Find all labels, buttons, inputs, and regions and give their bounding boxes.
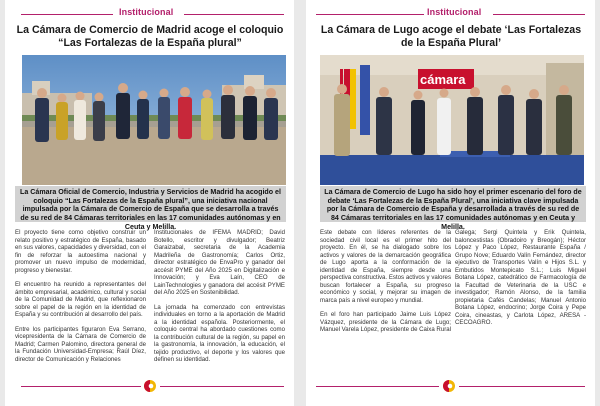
footer-rule-left: [316, 386, 439, 387]
paragraph: Entre los participantes figuraron Eva Serrano, vicepresidenta de la Cámara de Comercio de Madrid; Carmen Palomino, directora general de la Fundación Universidad-Empresa; Raúl Díez, director de Comunicación y Relaciones: [15, 325, 146, 363]
footer-rule-right: [160, 386, 284, 387]
paragraph: Este debate con líderes referentes de la sociedad civil local es el primer hito del proyecto. En él, se ha dialogado sobre los activos y valores de la demarcación geográfica de Lugo aporta a la conformación de la identidad de España, siempre desde una perspectiva constructiva. Estos activos y valores buscan fortalecer a España, su progreso económico y social, y mejorar su imagen de marca país a nivel europeo y mundial.: [320, 229, 451, 304]
footer-rule-left: [21, 386, 141, 387]
body-column-1: [320, 229, 451, 341]
article-title: La Cámara de Comercio de Madrid acoge el coloquio “Las Fortalezas de la España plural”: [16, 24, 284, 49]
paragraph: La jornada ha comenzado con entrevistas individuales en torno a la aportación de Madrid a la identidad española. Posteriormente, el coloquio central ha abordado cuestiones como la contribución cultural de la región, su papel en la gastronomía, la innovación, la educación, el tejido productivo, el deporte y los valores que definen su identidad.: [154, 303, 285, 363]
header-rule-left: [316, 14, 424, 15]
paragraph: Galega; Sergi Quintela y Erik Quintela, baloncestistas (Obradoiro y Breogán); Héctor López y Paco López, Restaurante España / Grupo Nove; Eduardo Valín Fernández, director ejecutivo de Transportes Valín e Hijos S.L. y Embutidos Montepicato S.L.; Luis Miguel Botana López, catedrático de Farmacología de la Facultad de Veterinaria de la USC e investigador; Ramón Alonso, de la familia propietaria Cafés Candelas; Manuel Antonio Botana López, endocrino; Jorge Coira y Pepe Coira, cineastas, y Carlota López, ARESA - CECOAGRO.: [455, 229, 586, 326]
camara-logo-icon: [442, 379, 456, 393]
body-column-2: [455, 229, 586, 341]
body-column-2: [154, 229, 285, 371]
article-title: La Cámara de Lugo acoge el debate ‘Las Fortalezas de la España Plural’: [320, 24, 582, 49]
group-photo: [22, 55, 286, 185]
header-rule-left: [21, 14, 113, 15]
page-footer: [5, 376, 294, 396]
right-page: [306, 0, 595, 406]
banner-text: cámara: [420, 72, 466, 87]
photo-caption: La Cámara de Comercio de Lugo ha sido hoy el primer escenario del foro de debate ‘Las Fortalezas de la España Plural’, una iniciativa clave impulsada por la Cámara de Comercio de España y desarrollada a través de su red de 84 Cámaras territoriales en las 17 comunidades autónomas y en Ceuta y Melilla.: [320, 186, 586, 222]
camara-logo-icon: [143, 379, 157, 393]
paragraph: En el foro han participado Jaime Luis López Vázquez, presidente de la Cámara de Lugo; Manuel Varela López, presidente de Caixa Rural: [320, 311, 451, 333]
section-label: Institucional: [427, 7, 482, 17]
paragraph: El proyecto tiene como objetivo construir un relato positivo y estratégico de España, basado en sus valores, capacidades y diversidad, con el fin de reforzar la autoestima nacional y promover un nuevo impulso de modernidad, progreso y bienestar.: [15, 229, 146, 274]
section-label: Institucional: [119, 7, 174, 17]
page-gutter: [295, 0, 305, 406]
left-page: [5, 0, 294, 406]
header-rule-right: [184, 14, 284, 15]
article-body: [320, 229, 586, 341]
group-photo: [320, 55, 584, 185]
page-header: [306, 7, 595, 19]
page-header: [5, 7, 294, 19]
paragraph: Institucionales de IFEMA MADRID; David Botello, escritor y divulgador; Beatriz Garaizabal, secretaria de la Academia Madrileña de Gastronomía; Carlos Ortiz, director estratégico de EnvaPro y ganador del accésit PYME del Año 2025 en Digitalización e Innovación; y Eva Laín, CEO de LainTechnologies y ganadora del accésit PYME del Año 2025 en Sostenibilidad.: [154, 229, 285, 296]
header-rule-right: [493, 14, 585, 15]
article-body: [15, 229, 285, 371]
footer-rule-right: [459, 386, 585, 387]
paragraph: El encuentro ha reunido a representantes del ámbito empresarial, académico, cultural y social de la Comunidad de Madrid, que reflexionaron sobre el papel de la región en la identidad de España y su contribución al desarrollo del país.: [15, 281, 146, 318]
page-footer: [306, 376, 595, 396]
photo-caption: La Cámara Oficial de Comercio, Industria y Servicios de Madrid ha acogido el coloquio “Las Fortalezas de la España plural”, una iniciativa nacional impulsada por la Cámara de Comercio de España que se desarrolla a través de su red de 84 Cámaras territoriales en las 17 comunidades autónomas y en Ceuta y Melilla.: [15, 186, 286, 222]
body-column-1: [15, 229, 146, 371]
